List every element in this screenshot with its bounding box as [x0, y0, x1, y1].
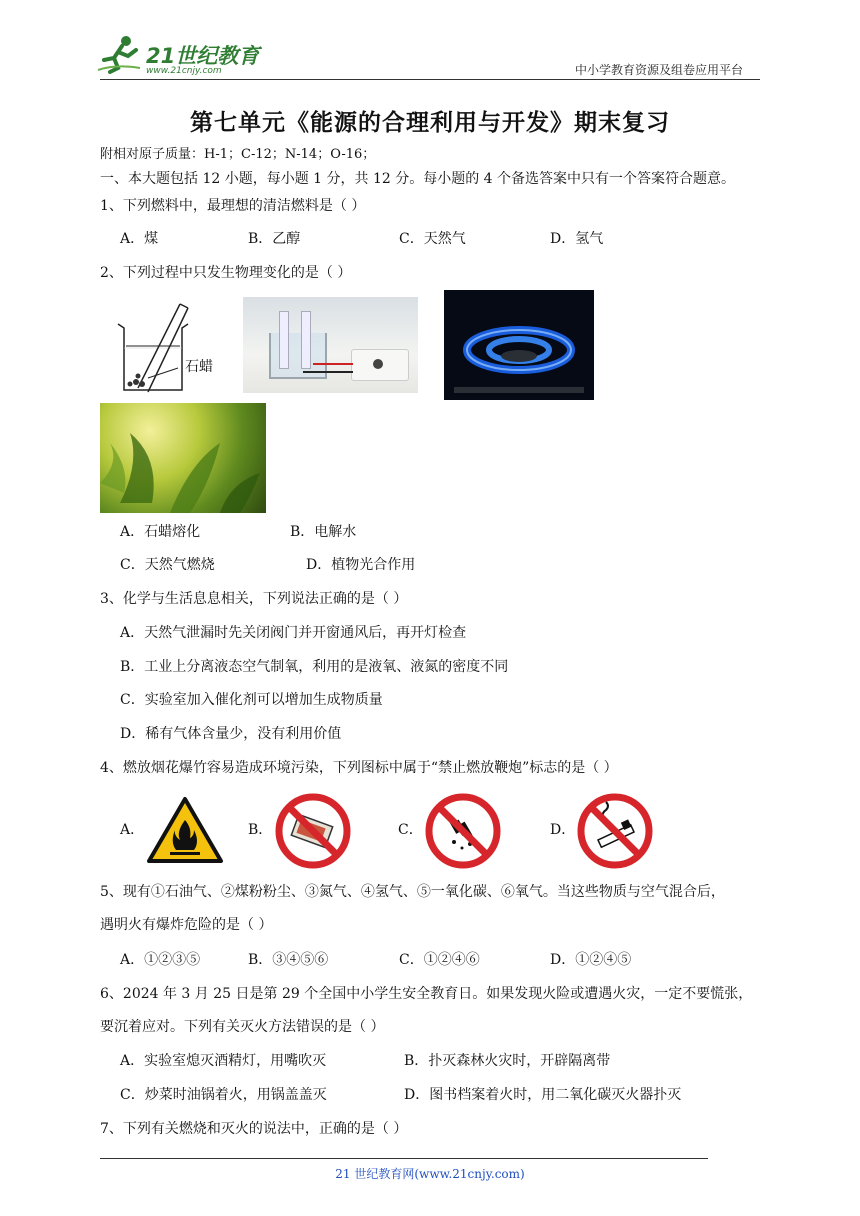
platform-name: 中小学教育资源及组卷应用平台: [575, 63, 744, 77]
header-rule: [100, 79, 760, 80]
q5-option-b: B．③④⑤⑥: [248, 952, 329, 968]
q6-option-d: D．图书档案着火时，用二氧化碳灭火器扑灭: [404, 1087, 682, 1103]
q4-option-b: B．: [248, 822, 273, 838]
footer-link[interactable]: 21 世纪教育网(www.21cnjy.com): [335, 1167, 525, 1181]
q1-option-b: B．乙醇: [248, 231, 301, 247]
atomic-mass: 附相对原子质量：H-1；C-12；N-14；O-16；: [100, 147, 376, 162]
q1-option-a: A．煤: [120, 231, 159, 247]
q1-stem: 1、下列燃料中，最理想的清洁燃料是（ ）: [100, 198, 366, 214]
plant-photosynthesis-image: [100, 403, 266, 513]
gas-flame-image: [444, 290, 594, 400]
q2-option-d: D．植物光合作用: [306, 557, 416, 573]
q3-option-a: A．天然气泄漏时先关闭阀门并开窗通风后，再开灯检查: [120, 625, 467, 641]
section-instructions: 一、本大题包括 12 小题，每小题 1 分，共 12 分。每小题的 4 个备选答案中只有一个答案符合题意。: [100, 171, 736, 187]
q3-option-d: D．稀有气体含量少，没有利用价值: [120, 726, 342, 742]
beaker-paraffin-image: [108, 298, 228, 398]
q5-stem-line1: 5、现有①石油气、②煤粉粉尘、③氮气、④氢气、⑤一氧化碳、⑥氧气。当这些物质与空气混合后，: [100, 884, 725, 900]
paraffin-label: 石蜡: [185, 359, 213, 375]
q6-stem-line2: 要沉着应对。下列有关灭火方法错误的是（ ）: [100, 1019, 385, 1035]
q2-option-a: A．石蜡熔化: [120, 524, 201, 540]
q5-option-a: A．①②③⑤: [120, 952, 201, 968]
q2-option-b: B．电解水: [290, 524, 357, 540]
logo-icon: [96, 34, 144, 74]
page-title: 第七单元《能源的合理利用与开发》期末复习: [190, 109, 670, 136]
q6-option-c: C．炒菜时油锅着火，用锅盖盖灭: [120, 1087, 327, 1103]
header: [0, 0, 860, 90]
no-smoking-sign-icon: [576, 792, 654, 870]
electrolysis-image: [243, 297, 418, 393]
q6-stem-line1: 6、2024 年 3 月 25 日是第 29 个全国中小学生安全教育日。如果发现火险或遭遇火灾，一定不要慌张，: [100, 986, 753, 1002]
q4-stem: 4、燃放烟花爆竹容易造成环境污染，下列图标中属于“禁止燃放鞭炮”标志的是（ ）: [100, 760, 618, 776]
q3-stem: 3、化学与生活息息相关，下列说法正确的是（ ）: [100, 591, 408, 607]
logo-text: 21世纪教育: [146, 44, 260, 68]
q4-option-d: D．: [550, 822, 576, 838]
q6-option-a: A．实验室熄灭酒精灯，用嘴吹灭: [120, 1053, 327, 1069]
q3-option-c: C．实验室加入催化剂可以增加生成物质量: [120, 692, 383, 708]
q4-option-a: A．: [120, 822, 145, 838]
q1-option-d: D．氢气: [550, 231, 604, 247]
q5-stem-line2: 遇明火有爆炸危险的是（ ）: [100, 917, 273, 933]
q3-option-b: B．工业上分离液态空气制氧，利用的是液氧、液氮的密度不同: [120, 659, 509, 675]
no-matches-sign-icon: [274, 792, 352, 870]
q5-option-c: C．①②④⑥: [399, 952, 480, 968]
q6-option-b: B．扑灭森林火灾时，开辟隔离带: [404, 1053, 611, 1069]
q7-stem: 7、下列有关燃烧和灭火的说法中，正确的是（ ）: [100, 1121, 408, 1137]
footer-rule: [100, 1158, 708, 1159]
q2-stem: 2、下列过程中只发生物理变化的是（ ）: [100, 265, 352, 281]
q5-option-d: D．①②④⑤: [550, 952, 632, 968]
q1-option-c: C．天然气: [399, 231, 466, 247]
q2-option-c: C．天然气燃烧: [120, 557, 215, 573]
logo-url: www.21cnjy.com: [146, 66, 222, 76]
no-firecrackers-sign-icon: [424, 792, 502, 870]
q4-option-c: C．: [398, 822, 423, 838]
flammable-warning-icon: [146, 796, 224, 864]
